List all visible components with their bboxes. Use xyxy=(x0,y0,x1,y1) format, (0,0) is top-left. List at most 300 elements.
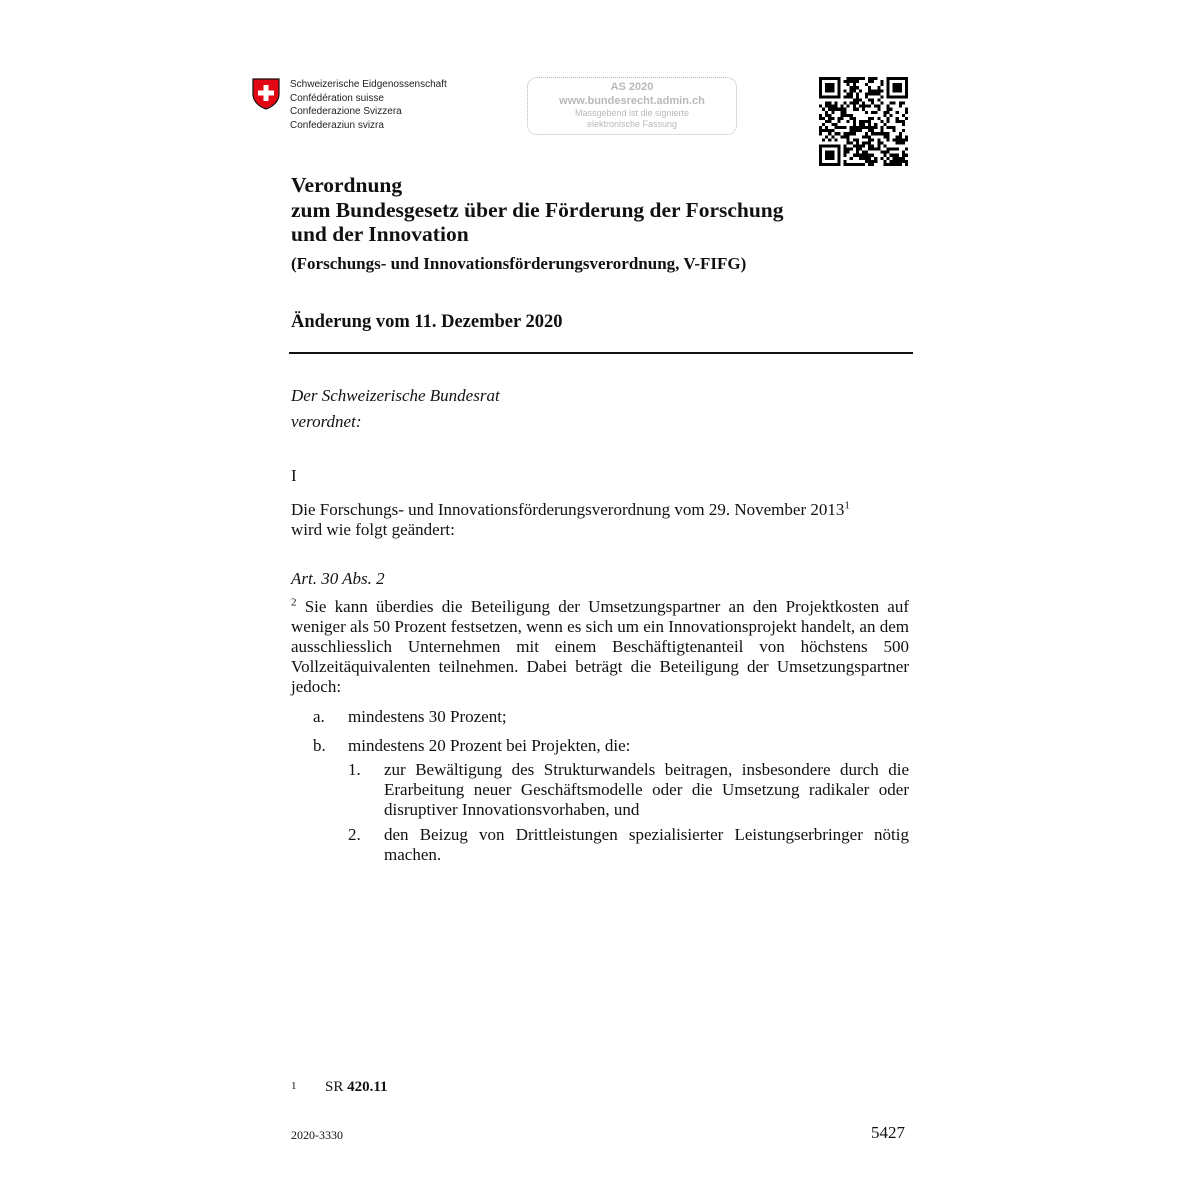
qr-module xyxy=(902,138,905,141)
qr-module xyxy=(862,135,865,138)
qr-module xyxy=(899,138,902,141)
qr-module xyxy=(847,83,850,86)
list-item-b2-text: den Beizug von Drittleistungen spezialisierter Leistungserbringer nötig machen. xyxy=(384,825,909,864)
qr-module xyxy=(850,102,853,105)
qr-module xyxy=(890,108,893,111)
qr-module xyxy=(899,157,902,160)
qr-module xyxy=(868,120,871,123)
qr-module xyxy=(871,129,874,132)
qr-module xyxy=(874,123,877,126)
qr-module xyxy=(887,132,890,135)
qr-module xyxy=(880,129,883,132)
qr-module xyxy=(853,117,856,120)
qr-code-icon xyxy=(819,77,908,166)
qr-module xyxy=(862,151,865,154)
preamble-verb: verordnet: xyxy=(291,412,362,431)
footnote-sr-number[interactable]: 420.11 xyxy=(347,1079,388,1095)
qr-module xyxy=(850,132,853,135)
footnote-text xyxy=(325,1079,388,1096)
qr-module xyxy=(847,163,850,166)
qr-module xyxy=(834,108,837,111)
qr-module xyxy=(856,102,859,105)
qr-module xyxy=(877,86,880,89)
stamp-line-4: elektronische Fassung xyxy=(586,119,678,129)
qr-module xyxy=(825,126,828,129)
qr-module xyxy=(902,160,905,163)
qr-module xyxy=(871,145,874,148)
qr-module xyxy=(868,126,871,129)
qr-module xyxy=(868,117,871,120)
qr-module xyxy=(853,83,856,86)
qr-module xyxy=(865,83,868,86)
qr-module xyxy=(865,111,868,114)
qr-module xyxy=(902,120,905,123)
qr-module xyxy=(840,126,843,129)
qr-module xyxy=(844,95,847,98)
qr-module xyxy=(883,111,886,114)
qr-module xyxy=(868,154,871,157)
qr-module xyxy=(847,148,850,151)
qr-module xyxy=(899,163,902,166)
qr-module xyxy=(831,123,834,126)
qr-module xyxy=(871,148,874,151)
article-heading: Art. 30 Abs. 2 xyxy=(291,569,385,588)
qr-module xyxy=(902,114,905,117)
qr-module xyxy=(825,114,828,117)
qr-module xyxy=(844,89,847,92)
qr-module xyxy=(871,80,874,83)
amendment-date: Änderung vom 11. Dezember 2020 xyxy=(291,312,563,332)
qr-module xyxy=(856,141,859,144)
qr-module xyxy=(874,105,877,108)
qr-module xyxy=(880,132,883,135)
qr-module xyxy=(890,160,893,163)
qr-module xyxy=(874,148,877,151)
qr-module xyxy=(899,105,902,108)
qr-module xyxy=(902,141,905,144)
qr-module xyxy=(847,105,850,108)
qr-module xyxy=(822,123,825,126)
qr-module xyxy=(844,160,847,163)
qr-module xyxy=(825,135,828,138)
qr-module xyxy=(844,148,847,151)
qr-module xyxy=(862,123,865,126)
qr-module xyxy=(899,141,902,144)
qr-module xyxy=(868,163,871,166)
qr-module xyxy=(837,120,840,123)
qr-module xyxy=(856,108,859,111)
qr-module xyxy=(862,102,865,105)
qr-module xyxy=(844,126,847,129)
qr-module xyxy=(887,111,890,114)
qr-module xyxy=(871,111,874,114)
qr-module xyxy=(896,148,899,151)
qr-module xyxy=(847,120,850,123)
list-item-a-text: mindestens 30 Prozent; xyxy=(348,707,507,726)
preamble-issuer: Der Schweizerische Bundesrat xyxy=(291,386,500,405)
qr-module xyxy=(819,126,822,129)
qr-module xyxy=(859,163,862,166)
qr-module xyxy=(893,129,896,132)
qr-module xyxy=(859,89,862,92)
qr-module xyxy=(896,141,899,144)
qr-module xyxy=(844,114,847,117)
qr-module xyxy=(896,120,899,123)
qr-module xyxy=(825,102,828,105)
qr-module xyxy=(874,160,877,163)
qr-module xyxy=(840,108,843,111)
qr-module xyxy=(822,108,825,111)
qr-module xyxy=(868,135,871,138)
qr-module xyxy=(893,138,896,141)
qr-module xyxy=(831,129,834,132)
qr-module xyxy=(840,114,843,117)
qr-module xyxy=(890,148,893,151)
qr-module xyxy=(850,141,853,144)
qr-module xyxy=(831,117,834,120)
qr-module xyxy=(853,105,856,108)
title-line-1: Verordnung xyxy=(291,173,403,197)
confederation-fr: Confédération suisse xyxy=(290,92,384,104)
qr-module xyxy=(865,92,868,95)
qr-module xyxy=(899,160,902,163)
qr-module xyxy=(837,126,840,129)
qr-module xyxy=(853,108,856,111)
qr-module xyxy=(853,123,856,126)
qr-module xyxy=(847,77,850,80)
qr-module xyxy=(890,114,893,117)
qr-module xyxy=(883,160,886,163)
qr-module xyxy=(868,157,871,160)
stamp-line-2: www.bundesrecht.admin.ch xyxy=(559,95,705,107)
qr-module xyxy=(893,157,896,160)
qr-module xyxy=(828,117,831,120)
qr-module xyxy=(844,80,847,83)
qr-module xyxy=(877,98,880,101)
para1-text: Die Forschungs- und Innovationsförderungsverordnung vom 29. November 2013 xyxy=(291,500,845,519)
qr-module xyxy=(883,163,886,166)
qr-module xyxy=(883,154,886,157)
qr-module xyxy=(902,151,905,154)
qr-module xyxy=(880,157,883,160)
qr-module xyxy=(850,89,853,92)
qr-module xyxy=(880,83,883,86)
qr-module xyxy=(880,89,883,92)
qr-module xyxy=(819,114,822,117)
qr-module xyxy=(834,105,837,108)
qr-module xyxy=(896,117,899,120)
qr-module xyxy=(899,135,902,138)
qr-module xyxy=(868,123,871,126)
qr-module xyxy=(834,102,837,105)
qr-module xyxy=(905,154,908,157)
qr-module xyxy=(825,111,828,114)
qr-module xyxy=(887,126,890,129)
qr-module xyxy=(822,138,825,141)
qr-module xyxy=(905,160,908,163)
qr-module xyxy=(896,135,899,138)
qr-module xyxy=(853,138,856,141)
qr-module xyxy=(859,105,862,108)
qr-module xyxy=(828,132,831,135)
qr-module xyxy=(868,129,871,132)
qr-module xyxy=(862,105,865,108)
para1-text-2: wird wie folgt geändert: xyxy=(291,520,455,539)
qr-module xyxy=(890,102,893,105)
qr-module xyxy=(847,135,850,138)
qr-module xyxy=(837,117,840,120)
qr-module xyxy=(880,126,883,129)
qr-module xyxy=(834,132,837,135)
list-item-b1-marker: 1. xyxy=(348,760,361,779)
qr-module xyxy=(865,105,868,108)
list-item-b-text: mindestens 20 Prozent bei Projekten, die: xyxy=(348,736,631,755)
qr-module xyxy=(850,126,853,129)
qr-module xyxy=(847,95,850,98)
qr-module xyxy=(905,117,908,120)
qr-module xyxy=(877,148,880,151)
qr-module xyxy=(856,138,859,141)
qr-module xyxy=(853,129,856,132)
qr-code xyxy=(819,77,908,166)
qr-module xyxy=(856,151,859,154)
qr-module xyxy=(859,77,862,80)
qr-module xyxy=(880,95,883,98)
qr-module xyxy=(899,102,902,105)
qr-module xyxy=(859,157,862,160)
qr-module xyxy=(877,132,880,135)
qr-module xyxy=(868,145,871,148)
qr-module xyxy=(828,108,831,111)
qr-module xyxy=(825,105,828,108)
qr-module xyxy=(887,117,890,120)
qr-module xyxy=(868,105,871,108)
page-number: 5427 xyxy=(871,1123,905,1142)
qr-module xyxy=(883,145,886,148)
qr-module xyxy=(856,77,859,80)
qr-module xyxy=(896,111,899,114)
qr-module xyxy=(865,120,868,123)
qr-module xyxy=(874,126,877,129)
qr-module xyxy=(850,95,853,98)
qr-module xyxy=(834,126,837,129)
title-line-3: und der Innovation xyxy=(291,222,469,246)
qr-module xyxy=(893,102,896,105)
qr-module xyxy=(877,138,880,141)
qr-module xyxy=(877,105,880,108)
qr-module xyxy=(859,145,862,148)
qr-module xyxy=(828,105,831,108)
qr-module xyxy=(868,141,871,144)
qr-module xyxy=(850,129,853,132)
qr-module xyxy=(859,129,862,132)
document-number: 2020-3330 xyxy=(291,1128,343,1142)
qr-module xyxy=(865,95,868,98)
qr-module xyxy=(887,120,890,123)
qr-module xyxy=(887,135,890,138)
section-number: I xyxy=(291,466,297,485)
qr-module xyxy=(859,154,862,157)
qr-module xyxy=(887,163,890,166)
qr-module xyxy=(853,98,856,101)
qr-module xyxy=(850,148,853,151)
qr-module xyxy=(896,154,899,157)
qr-module xyxy=(847,132,850,135)
swiss-emblem xyxy=(252,78,280,110)
qr-module xyxy=(859,120,862,123)
qr-module xyxy=(890,163,893,166)
qr-module xyxy=(871,154,874,157)
qr-module xyxy=(905,138,908,141)
qr-module xyxy=(874,157,877,160)
qr-module xyxy=(853,132,856,135)
qr-module xyxy=(868,160,871,163)
qr-module xyxy=(887,108,890,111)
qr-module xyxy=(853,120,856,123)
qr-module xyxy=(893,154,896,157)
qr-module xyxy=(896,157,899,160)
official-stamp xyxy=(527,77,737,135)
qr-module xyxy=(828,102,831,105)
qr-module xyxy=(853,80,856,83)
qr-module xyxy=(853,77,856,80)
qr-module xyxy=(890,154,893,157)
qr-module xyxy=(890,126,893,129)
footnote-reference[interactable]: 1 xyxy=(844,499,850,512)
qr-module xyxy=(844,108,847,111)
qr-module xyxy=(871,92,874,95)
qr-module xyxy=(856,86,859,89)
qr-module xyxy=(871,117,874,120)
qr-module xyxy=(902,129,905,132)
qr-module xyxy=(819,117,822,120)
footnote-prefix: SR xyxy=(325,1079,344,1095)
qr-module xyxy=(844,145,847,148)
qr-module xyxy=(877,89,880,92)
qr-module xyxy=(831,111,834,114)
qr-module xyxy=(877,108,880,111)
qr-module xyxy=(828,114,831,117)
qr-module xyxy=(856,148,859,151)
qr-module xyxy=(856,98,859,101)
qr-module xyxy=(862,163,865,166)
qr-module xyxy=(868,92,871,95)
qr-module xyxy=(819,129,822,132)
qr-module xyxy=(850,80,853,83)
qr-module xyxy=(887,138,890,141)
list-item-b2-marker: 2. xyxy=(348,825,361,844)
qr-module xyxy=(847,138,850,141)
qr-module xyxy=(856,145,859,148)
qr-module xyxy=(856,95,859,98)
qr-module xyxy=(850,86,853,89)
qr-module xyxy=(853,126,856,129)
qr-module xyxy=(831,108,834,111)
qr-module xyxy=(819,105,822,108)
qr-module xyxy=(877,141,880,144)
qr-module xyxy=(883,132,886,135)
qr-module xyxy=(825,120,828,123)
qr-module xyxy=(868,138,871,141)
qr-module xyxy=(831,135,834,138)
qr-module xyxy=(825,129,828,132)
title-divider xyxy=(289,352,913,354)
list-item-b1-text: zur Bewältigung des Strukturwandels beitragen, insbesondere durch die Erarbeitung neuer Geschäftsmodelle oder die Umsetzung radikaler oder disruptiver Innovationsvorhaben, und xyxy=(384,760,909,819)
confederation-names xyxy=(290,78,447,132)
qr-module xyxy=(865,126,868,129)
qr-module xyxy=(859,98,862,101)
qr-module xyxy=(880,151,883,154)
qr-module xyxy=(880,141,883,144)
stamp-line-3: Massgebend ist die signierte xyxy=(574,108,690,118)
qr-module xyxy=(834,123,837,126)
qr-module xyxy=(859,126,862,129)
qr-module xyxy=(853,145,856,148)
footnote-number: 1 xyxy=(291,1080,297,1092)
qr-module xyxy=(874,77,877,80)
qr-module xyxy=(853,154,856,157)
qr-module xyxy=(850,163,853,166)
qr-module xyxy=(847,92,850,95)
qr-module xyxy=(871,98,874,101)
document-title xyxy=(291,173,784,247)
qr-module xyxy=(831,105,834,108)
qr-module xyxy=(905,163,908,166)
qr-module xyxy=(865,151,868,154)
qr-module xyxy=(847,151,850,154)
preamble xyxy=(291,383,500,435)
amendment-intro-paragraph xyxy=(291,500,909,540)
qr-module xyxy=(893,160,896,163)
qr-module xyxy=(902,123,905,126)
qr-module xyxy=(865,141,868,144)
qr-module xyxy=(902,102,905,105)
qr-module xyxy=(850,114,853,117)
qr-module xyxy=(865,132,868,135)
qr-module xyxy=(871,126,874,129)
qr-module xyxy=(840,111,843,114)
qr-module xyxy=(856,126,859,129)
qr-module xyxy=(883,114,886,117)
qr-module xyxy=(822,117,825,120)
qr-module xyxy=(862,157,865,160)
qr-module xyxy=(905,111,908,114)
qr-module xyxy=(868,80,871,83)
qr-module xyxy=(840,135,843,138)
qr-module xyxy=(874,92,877,95)
qr-module xyxy=(896,138,899,141)
qr-module xyxy=(862,108,865,111)
paragraph-number: 2 xyxy=(291,596,297,609)
qr-module xyxy=(874,132,877,135)
qr-module xyxy=(850,117,853,120)
paragraph-text: Sie kann überdies die Beteiligung der Umsetzungspartner an den Projektkosten auf weniger als 50 Prozent festsetzen, wenn es sich um ein Innovationsprojekt handelt, an dem ausschliesslich Unternehmen mit einem Beschäftigtenanteil von höchstens 500 Vollzeitäquivalenten teilnehmen. Dabei beträgt die Beteiligung der Umsetzungspartner jedoch: xyxy=(291,597,909,696)
qr-module xyxy=(893,148,896,151)
qr-module xyxy=(819,132,822,135)
qr-module xyxy=(887,151,890,154)
qr-module xyxy=(887,148,890,151)
document-subtitle: (Forschungs- und Innovationsförderungsverordnung, V-FIFG) xyxy=(291,254,747,273)
qr-module xyxy=(828,138,831,141)
qr-module xyxy=(862,120,865,123)
list-item-a-marker: a. xyxy=(313,707,325,726)
qr-module xyxy=(896,160,899,163)
qr-module xyxy=(877,92,880,95)
qr-module xyxy=(865,160,868,163)
qr-module xyxy=(822,129,825,132)
qr-module xyxy=(902,157,905,160)
qr-module xyxy=(850,157,853,160)
